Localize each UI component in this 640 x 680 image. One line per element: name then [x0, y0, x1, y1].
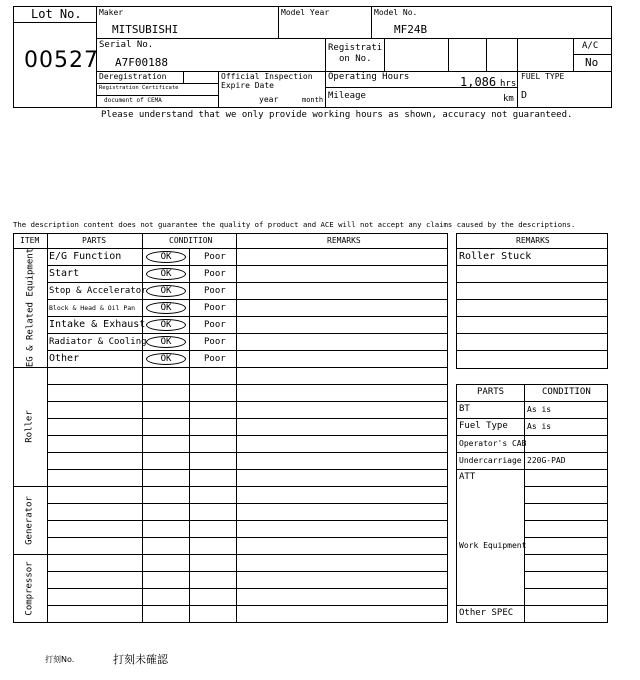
- part-fuel-type: Fuel Type: [459, 421, 508, 431]
- section-roller: Roller: [24, 410, 35, 443]
- registration-label-2: on No.: [339, 54, 372, 64]
- att-label: ATT: [459, 472, 476, 482]
- poor-label: Poor: [204, 286, 226, 296]
- remarks-header: REMARKS: [516, 236, 550, 245]
- year-label: year: [259, 95, 279, 104]
- model-year-label: Model Year: [281, 8, 330, 17]
- condition-bt: As is: [527, 405, 552, 414]
- section-eg: EG & Related Equipment: [25, 247, 36, 368]
- part-block-head: Block & Head & Oil Pan: [49, 304, 136, 312]
- serial-label: Serial No.: [99, 40, 154, 50]
- part-other: Other: [49, 353, 80, 364]
- part-bt: BT: [459, 404, 470, 414]
- model-no-label: Model No.: [374, 8, 418, 17]
- poor-label: Poor: [204, 269, 226, 279]
- ok-mark: OK: [146, 319, 186, 331]
- other-spec-label: Other SPEC: [459, 608, 514, 618]
- ok-mark: OK: [146, 302, 186, 314]
- header-item: ITEM: [20, 236, 40, 245]
- km-label: km: [503, 94, 514, 104]
- condition-fuel-type: As is: [527, 422, 552, 431]
- poor-label: Poor: [204, 303, 226, 313]
- lot-number: 00527: [24, 48, 99, 73]
- reg-cert-label: Registration Certificate: [99, 85, 179, 91]
- header-parts: PARTS: [82, 236, 107, 245]
- month-label: month: [302, 96, 324, 104]
- fuel-type-value: D: [521, 90, 528, 101]
- part-eg-function: E/G Function: [49, 251, 122, 262]
- part-radiator-cooling: Radiator & Cooling: [49, 337, 147, 347]
- disclaimer: The description content does not guarantee the quality of product and ACE will not accept any claims caused by the descriptions.: [13, 220, 576, 229]
- cema-label: document of CEMA: [104, 97, 162, 104]
- part-start: Start: [49, 268, 80, 279]
- ok-mark: OK: [146, 285, 186, 297]
- parts-header: PARTS: [477, 387, 505, 397]
- operating-hours-value: 1,086: [460, 75, 497, 89]
- ok-mark: OK: [146, 353, 186, 365]
- maker-label: Maker: [99, 8, 124, 17]
- inspection-label: Official Inspection: [221, 72, 313, 81]
- poor-label: Poor: [204, 337, 226, 347]
- serial-value: A7F00188: [115, 56, 168, 69]
- stamp-label: 打刻No.: [45, 655, 75, 664]
- ok-mark: OK: [146, 268, 186, 280]
- work-equipment-label: Work Equipment: [459, 541, 527, 550]
- ok-mark: OK: [146, 251, 186, 263]
- ac-label: A/C: [582, 41, 599, 51]
- part-undercarriage: Undercarriage: [459, 456, 522, 465]
- lot-label: Lot No.: [31, 7, 82, 21]
- header-remarks: REMARKS: [327, 236, 361, 245]
- inspection-label-2: Expire Date: [221, 81, 274, 90]
- part-intake-exhaust: Intake & Exhaust: [49, 319, 146, 330]
- condition-header: CONDITION: [542, 387, 591, 397]
- section-generator: Generator: [24, 496, 35, 545]
- operating-hours-label: Operating Hours: [328, 72, 410, 82]
- part-operator-cab: Operator's CAB: [459, 439, 527, 448]
- deregistration-label: Deregistration: [99, 72, 167, 81]
- poor-label: Poor: [204, 354, 226, 364]
- model-no-value: MF24B: [394, 23, 428, 36]
- mileage-label: Mileage: [328, 91, 366, 101]
- maker-value: MITSUBISHI: [112, 23, 179, 36]
- section-compressor: Compressor: [24, 561, 35, 616]
- poor-label: Poor: [204, 320, 226, 330]
- ok-mark: OK: [146, 336, 186, 348]
- stamp-value: 打刻未確認: [113, 653, 168, 666]
- part-stop-accelerator: Stop & Accelerator: [49, 286, 147, 296]
- ac-value: No: [585, 56, 599, 69]
- registration-label: Registrati: [328, 43, 383, 53]
- hrs-label: hrs: [500, 79, 517, 89]
- condition-undercarriage: 220G-PAD: [527, 456, 566, 465]
- poor-label: Poor: [204, 252, 226, 262]
- fuel-type-label: FUEL TYPE: [521, 72, 565, 81]
- remarks-line: Roller Stuck: [459, 251, 532, 262]
- accuracy-note: Please understand that we only provide working hours as shown, accuracy not guaranteed.: [101, 110, 573, 120]
- header-condition: CONDITION: [169, 236, 213, 245]
